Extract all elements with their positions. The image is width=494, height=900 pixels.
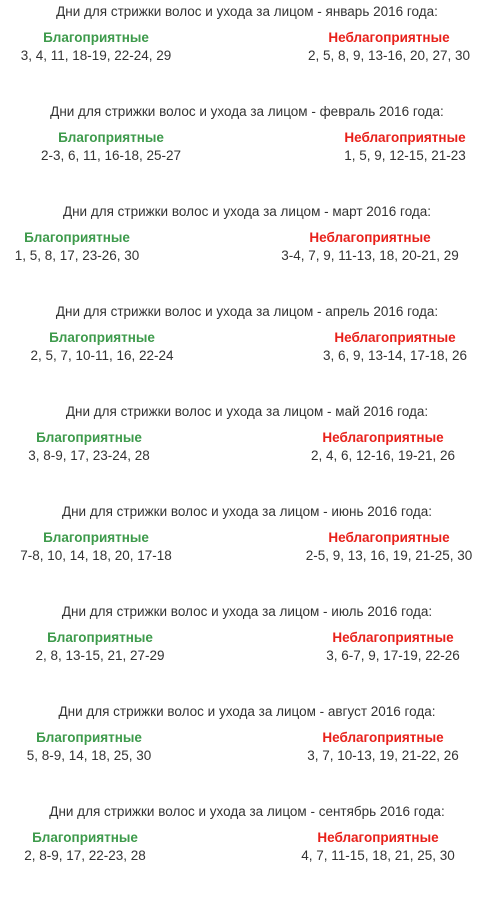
unfavorable-column xyxy=(249,29,494,65)
unfavorable-label: Неблагоприятные xyxy=(328,530,450,545)
month-block-march xyxy=(0,200,494,300)
month-title: Дни для стрижки волос и ухода за лицом - сентябрь 2016 года: xyxy=(49,804,445,819)
unfavorable-column xyxy=(249,529,494,565)
favorable-column xyxy=(0,429,209,465)
favorable-days: 2, 8, 13-15, 21, 27-29 xyxy=(35,648,165,663)
unfavorable-column xyxy=(265,129,494,165)
month-title: Дни для стрижки волос и ухода за лицом - март 2016 года: xyxy=(62,204,432,219)
month-block-january xyxy=(0,0,494,100)
unfavorable-label: Неблагоприятные xyxy=(344,130,466,145)
favorable-days: 5, 8-9, 14, 18, 25, 30 xyxy=(26,748,152,763)
month-title: Дни для стрижки волос и ухода за лицом - июль 2016 года: xyxy=(61,604,433,619)
unfavorable-label: Неблагоприятные xyxy=(334,330,456,345)
favorable-column xyxy=(0,229,197,265)
unfavorable-label: Неблагоприятные xyxy=(328,30,450,45)
month-block-april xyxy=(0,300,494,400)
favorable-label: Благоприятные xyxy=(47,630,153,645)
favorable-column xyxy=(0,729,209,765)
favorable-column xyxy=(0,529,216,565)
month-title: Дни для стрижки волос и ухода за лицом - апрель 2016 года: xyxy=(55,304,439,319)
month-title: Дни для стрижки волос и ухода за лицом - август 2016 года: xyxy=(58,704,436,719)
unfavorable-days: 2-5, 9, 13, 16, 19, 21-25, 30 xyxy=(305,548,473,563)
favorable-days: 1, 5, 8, 17, 23-26, 30 xyxy=(14,248,140,263)
favorable-label: Благоприятные xyxy=(36,430,142,445)
favorable-days: 3, 8-9, 17, 23-24, 28 xyxy=(28,448,150,463)
favorable-days: 2-3, 6, 11, 16-18, 25-27 xyxy=(40,148,182,163)
favorable-label: Благоприятные xyxy=(24,230,130,245)
month-title: Дни для стрижки волос и ухода за лицом - февраль 2016 года: xyxy=(50,104,444,119)
favorable-label: Благоприятные xyxy=(43,30,149,45)
month-block-august xyxy=(0,700,494,800)
unfavorable-days: 4, 7, 11-15, 18, 21, 25, 30 xyxy=(301,848,455,863)
favorable-column xyxy=(0,29,216,65)
favorable-days: 2, 8-9, 17, 22-23, 28 xyxy=(24,848,146,863)
unfavorable-days: 2, 4, 6, 12-16, 19-21, 26 xyxy=(310,448,456,463)
unfavorable-days: 3, 7, 10-13, 19, 21-22, 26 xyxy=(307,748,459,763)
unfavorable-days: 3, 6, 9, 13-14, 17-18, 26 xyxy=(322,348,468,363)
unfavorable-column xyxy=(255,329,494,365)
month-block-june xyxy=(0,500,494,600)
favorable-label: Благоприятные xyxy=(43,530,149,545)
unfavorable-column xyxy=(238,829,494,865)
favorable-label: Благоприятные xyxy=(32,830,138,845)
month-title: Дни для стрижки волос и ухода за лицом - май 2016 года: xyxy=(65,404,429,419)
favorable-column xyxy=(0,329,222,365)
favorable-label: Благоприятные xyxy=(58,130,164,145)
unfavorable-days: 3, 6-7, 9, 17-19, 22-26 xyxy=(326,648,460,663)
unfavorable-column xyxy=(243,729,494,765)
month-block-may xyxy=(0,400,494,500)
unfavorable-column xyxy=(243,429,494,465)
unfavorable-column xyxy=(230,229,494,265)
month-block-february xyxy=(0,100,494,200)
favorable-column xyxy=(0,629,220,665)
favorable-days: 7-8, 10, 14, 18, 20, 17-18 xyxy=(20,548,172,563)
month-title: Дни для стрижки волос и ухода за лицом - июнь 2016 года: xyxy=(61,504,433,519)
unfavorable-days: 1, 5, 9, 12-15, 21-23 xyxy=(344,148,466,163)
favorable-label: Благоприятные xyxy=(36,730,142,745)
favorable-column xyxy=(0,829,205,865)
unfavorable-label: Неблагоприятные xyxy=(317,830,439,845)
unfavorable-days: 3-4, 7, 9, 11-13, 18, 20-21, 29 xyxy=(281,248,459,263)
favorable-days: 2, 5, 7, 10-11, 16, 22-24 xyxy=(30,348,174,363)
unfavorable-label: Неблагоприятные xyxy=(332,630,454,645)
unfavorable-label: Неблагоприятные xyxy=(309,230,431,245)
favorable-label: Благоприятные xyxy=(49,330,155,345)
unfavorable-column xyxy=(253,629,494,665)
month-block-september xyxy=(0,800,494,900)
favorable-column xyxy=(0,129,231,165)
unfavorable-days: 2, 5, 8, 9, 13-16, 20, 27, 30 xyxy=(307,48,471,63)
favorable-days: 3, 4, 11, 18-19, 22-24, 29 xyxy=(20,48,172,63)
month-block-july xyxy=(0,600,494,700)
month-title: Дни для стрижки волос и ухода за лицом - январь 2016 года: xyxy=(56,4,438,19)
unfavorable-label: Неблагоприятные xyxy=(322,730,444,745)
unfavorable-label: Неблагоприятные xyxy=(322,430,444,445)
